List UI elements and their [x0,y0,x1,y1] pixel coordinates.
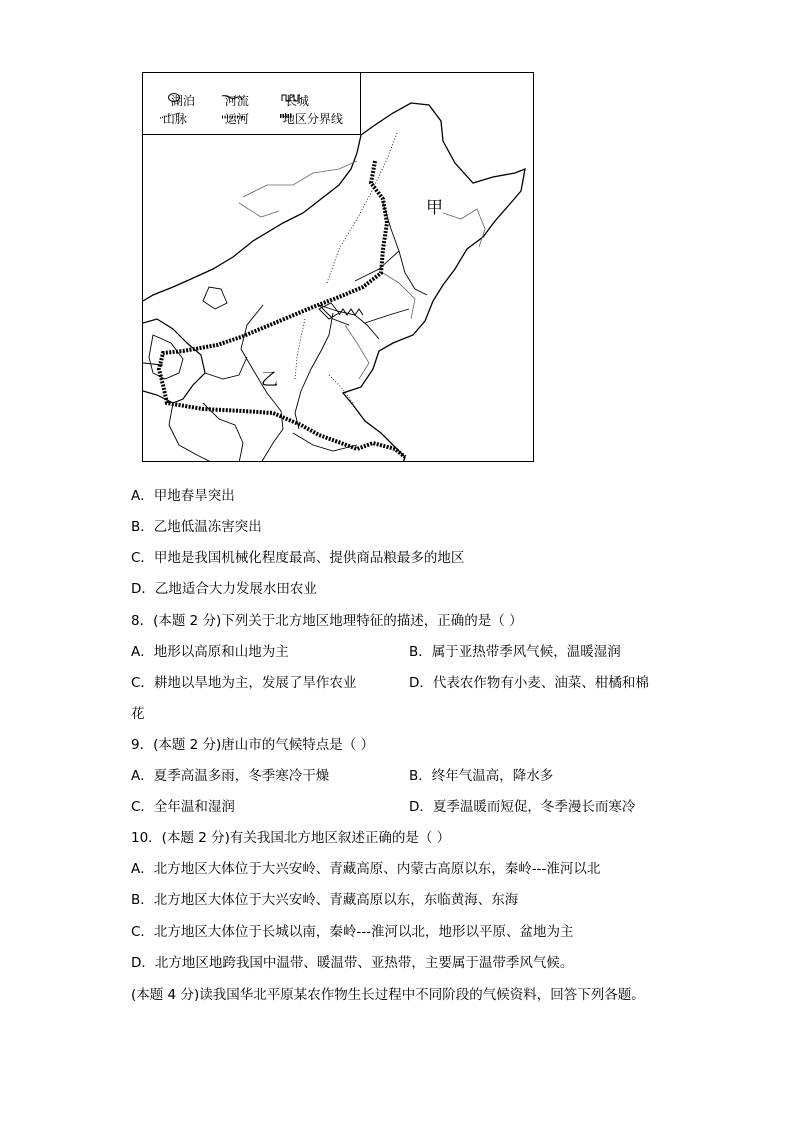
q9-option-d: D．夏季温暖而短促，冬季漫长而寒冷 [409,799,636,815]
region-boundary [159,161,405,457]
legend-lake: 湖泊 [167,92,195,109]
next-section-intro: (本题 4 分)读我国华北平原某农作物生长过程中不同阶段的气候资料，回答下列各题。 [131,987,645,1003]
q8-option-c: C．耕地以旱地为主，发展了旱作农业 [131,675,357,691]
q7-option-c: C．甲地是我国机械化程度最高、提供商品粮最多的地区 [131,550,465,566]
q10-stem: 10．(本题 2 分)有关我国北方地区叙述正确的是（ ） [131,830,451,846]
q10-option-d: D．北方地区地跨我国中温带、暖温带、亚热带，主要属于温带季风气候。 [131,955,574,971]
country-border [343,103,525,462]
label-yi: 乙 [261,370,278,390]
q8-option-b: B．属于亚热带季风气候，温暖湿润 [409,644,621,660]
q9-stem: 9．(本题 2 分)唐山市的气候特点是（ ） [131,737,375,753]
map-figure [142,72,534,462]
q7-option-d: D．乙地适合大力发展水田农业 [131,581,317,597]
q9-option-c: C．全年温和湿润 [131,799,235,815]
legend-mountain: 山脉 [159,110,187,127]
q7-option-b: B．乙地低温冻害突出 [131,519,262,535]
q8-option-d-continued: 花 [131,706,145,722]
label-jia: 甲 [426,198,443,218]
q10-option-b: B．北方地区大体位于大兴安岭、青藏高原以东，东临黄海、东海 [131,892,519,908]
q8-option-a: A．地形以高原和山地为主 [131,644,289,660]
legend-great-wall: 长城 [281,92,309,109]
legend-river: 河流 [221,92,249,109]
legend-boundary: 地区分界线 [282,112,343,126]
legend-canal: 运河 [224,112,249,126]
q10-option-c: C．北方地区大体位于长城以南，秦岭---淮河以北，地形以平原、盆地为主 [131,924,574,940]
q7-option-a: A．甲地春旱突出 [131,488,235,504]
mountain-range [295,133,397,403]
northwest-border [143,135,361,301]
q9-option-b: B．终年气温高，降水多 [409,768,554,784]
q9-option-a: A．夏季高温多雨，冬季寒冷干燥 [131,768,330,784]
q8-stem: 8．(本题 2 分)下列关于北方地区地理特征的描述，正确的是（ ） [131,613,523,629]
west-border [143,319,205,403]
q10-option-a: A．北方地区大体位于大兴安岭、青藏高原、内蒙古高原以东，秦岭---淮河以北 [131,861,601,877]
map-legend [143,73,361,135]
q8-option-d: D．代表农作物有小麦、油菜、柑橘和棉 [409,675,649,691]
